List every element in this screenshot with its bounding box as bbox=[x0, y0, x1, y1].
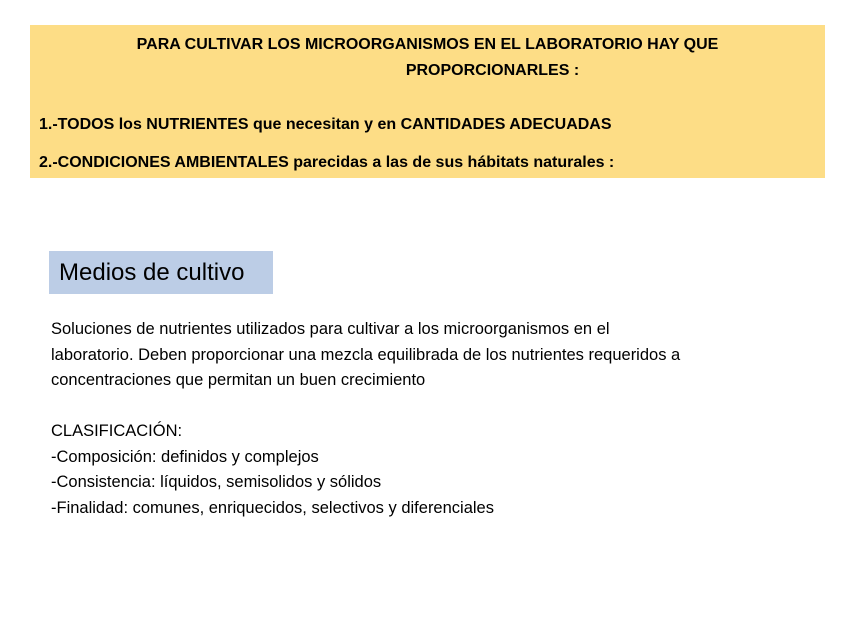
paragraph-gap bbox=[51, 394, 821, 420]
definition-paragraph bbox=[51, 317, 821, 394]
definition-line: concentraciones que permitan un buen crecimiento bbox=[51, 371, 426, 389]
header-title-line-2: PROPORCIONARLES : bbox=[405, 62, 580, 79]
header-title bbox=[30, 32, 825, 84]
classification-block bbox=[51, 419, 821, 521]
classification-item-composition: -Composición: definidos y complejos bbox=[51, 447, 319, 466]
condition-2: 2.-CONDICIONES AMBIENTALES parecidas a las de sus hábitats naturales : bbox=[39, 154, 615, 171]
header-title-line-1: PARA CULTIVAR LOS MICROORGANISMOS EN EL LABORATORIO HAY QUE bbox=[136, 36, 719, 53]
definition-line: laboratorio. Deben proporcionar una mezcla equilibrada de los nutrientes requeridos a bbox=[51, 345, 681, 364]
section-heading: Medios de cultivo bbox=[49, 251, 273, 294]
classification-item-purpose: -Finalidad: comunes, enriquecidos, selectivos y diferenciales bbox=[51, 498, 494, 517]
classification-item-consistency: -Consistencia: líquidos, semisolidos y sólidos bbox=[51, 473, 382, 491]
header-box bbox=[30, 25, 825, 178]
condition-1: 1.-TODOS los NUTRIENTES que necesitan y en CANTIDADES ADECUADAS bbox=[39, 116, 612, 133]
classification-title: CLASIFICACIÓN: bbox=[51, 422, 183, 440]
body-text bbox=[51, 317, 821, 521]
definition-line: Soluciones de nutrientes utilizados para cultivar a los microorganismos en el bbox=[51, 320, 610, 338]
